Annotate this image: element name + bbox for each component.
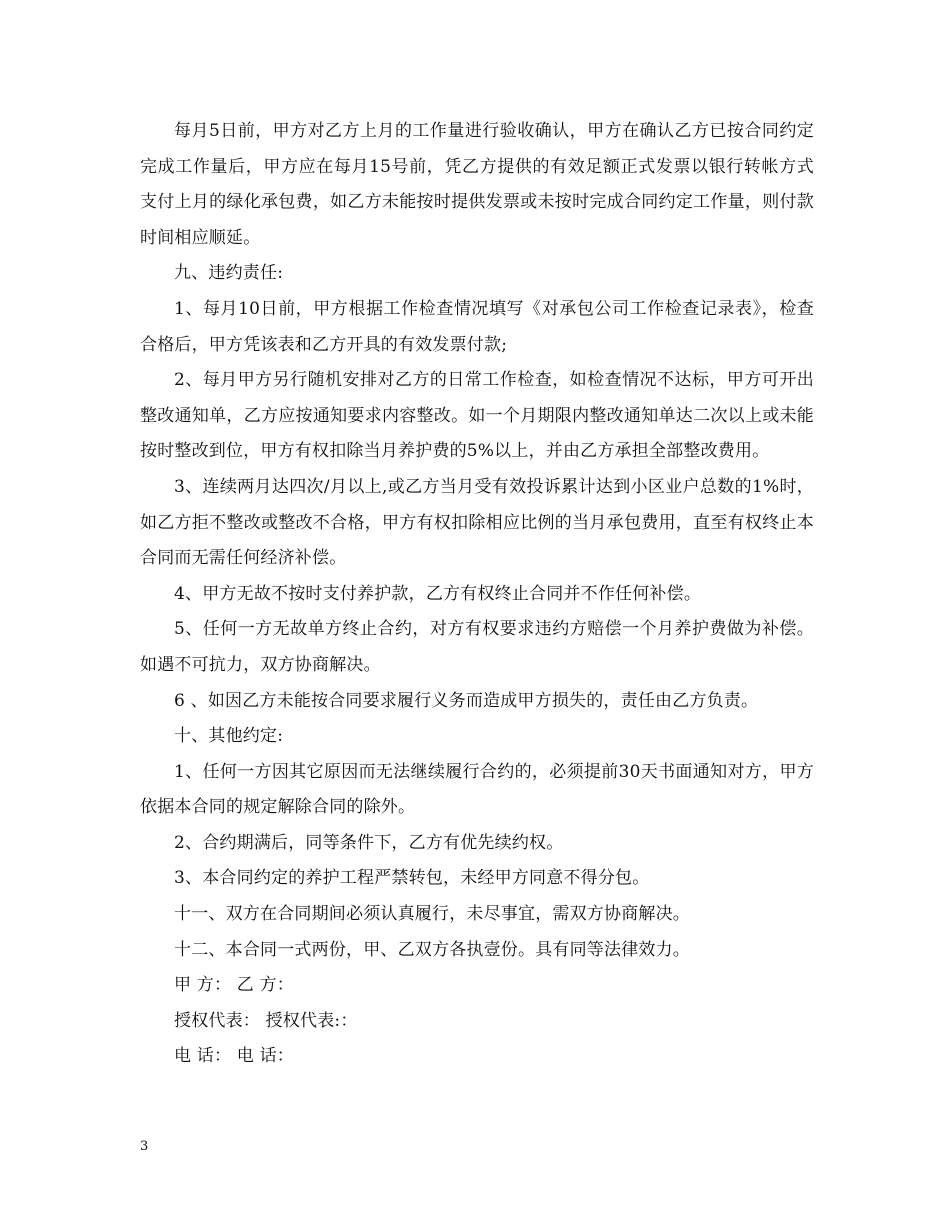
paragraph-breach-item-4: 4、甲方无故不按时支付养护款，乙方有权终止合同并不作任何补偿。 bbox=[174, 583, 702, 604]
paragraph-other-item-1: 1、任何一方因其它原因而无法继续履行合约的，必须提前30天书面通知对方，甲方依据本合同的规定解除合同的除外。 bbox=[140, 761, 814, 818]
heading-other-terms: 十、其他约定: bbox=[174, 726, 284, 747]
signature-representatives-line: 授权代表： 授权代表:： bbox=[174, 1010, 358, 1031]
paragraph-other-item-2: 2、合约期满后，同等条件下，乙方有优先续约权。 bbox=[174, 832, 564, 853]
paragraph-other-item-3: 3、本合同约定的养护工程严禁转包，未经甲方同意不得分包。 bbox=[174, 868, 650, 889]
signature-phone-line: 电 话： 电 话： bbox=[174, 1046, 295, 1067]
paragraph-breach-item-2: 2、每月甲方另行随机安排对乙方的日常工作检查，如检查情况不达标，甲方可开出整改通知单，乙方应按通知要求内容整改。如一个月期限内整改通知单达二次以上或未能按时整改到位，甲方有权扣除当月养护费的5%以上，并由乙方承担全部整改费用。 bbox=[140, 370, 814, 462]
page-number: 3 bbox=[140, 1139, 149, 1154]
paragraph-breach-item-5: 5、任何一方无故单方终止合约，对方有权要求违约方赔偿一个月养护费做为补偿。如遇不可抗力，双方协商解决。 bbox=[140, 619, 814, 675]
document-body bbox=[140, 114, 814, 1075]
signature-parties-line: 甲 方： 乙 方： bbox=[174, 975, 295, 996]
paragraph-breach-item-1: 1、每月10日前，甲方根据工作检查情况填写《对承包公司工作检查记录表》，检查合格后，甲方凭该表和乙方开具的有效发票付款; bbox=[140, 298, 814, 355]
heading-breach-liability: 九、违约责任: bbox=[174, 263, 284, 284]
paragraph-payment-terms: 每月5日前，甲方对乙方上月的工作量进行验收确认，甲方在确认乙方已按合同约定完成工作量后，甲方应在每月15号前，凭乙方提供的有效足额正式发票以银行转帐方式支付上月的绿化承包费，如乙方未能按时提供发票或未按时完成合同约定工作量，则付款时间相应顺延。 bbox=[140, 121, 814, 248]
paragraph-breach-item-6: 6 、如因乙方未能按合同要求履行义务而造成甲方损失的，责任由乙方负责。 bbox=[174, 690, 759, 711]
paragraph-clause-11: 十一、双方在合同期间必须认真履行，未尽事宜，需双方协商解决。 bbox=[174, 904, 690, 925]
paragraph-breach-item-3: 3、连续两月达四次/月以上,或乙方当月受有效投诉累计达到小区业户总数的1%时，如乙方拒不整改或整改不合格，甲方有权扣除相应比例的当月承包费用，直至有权终止本合同而无需任何经济补偿。 bbox=[140, 476, 814, 569]
paragraph-clause-12: 十二、本合同一式两份，甲、乙双方各执壹份。具有同等法律效力。 bbox=[174, 939, 690, 960]
